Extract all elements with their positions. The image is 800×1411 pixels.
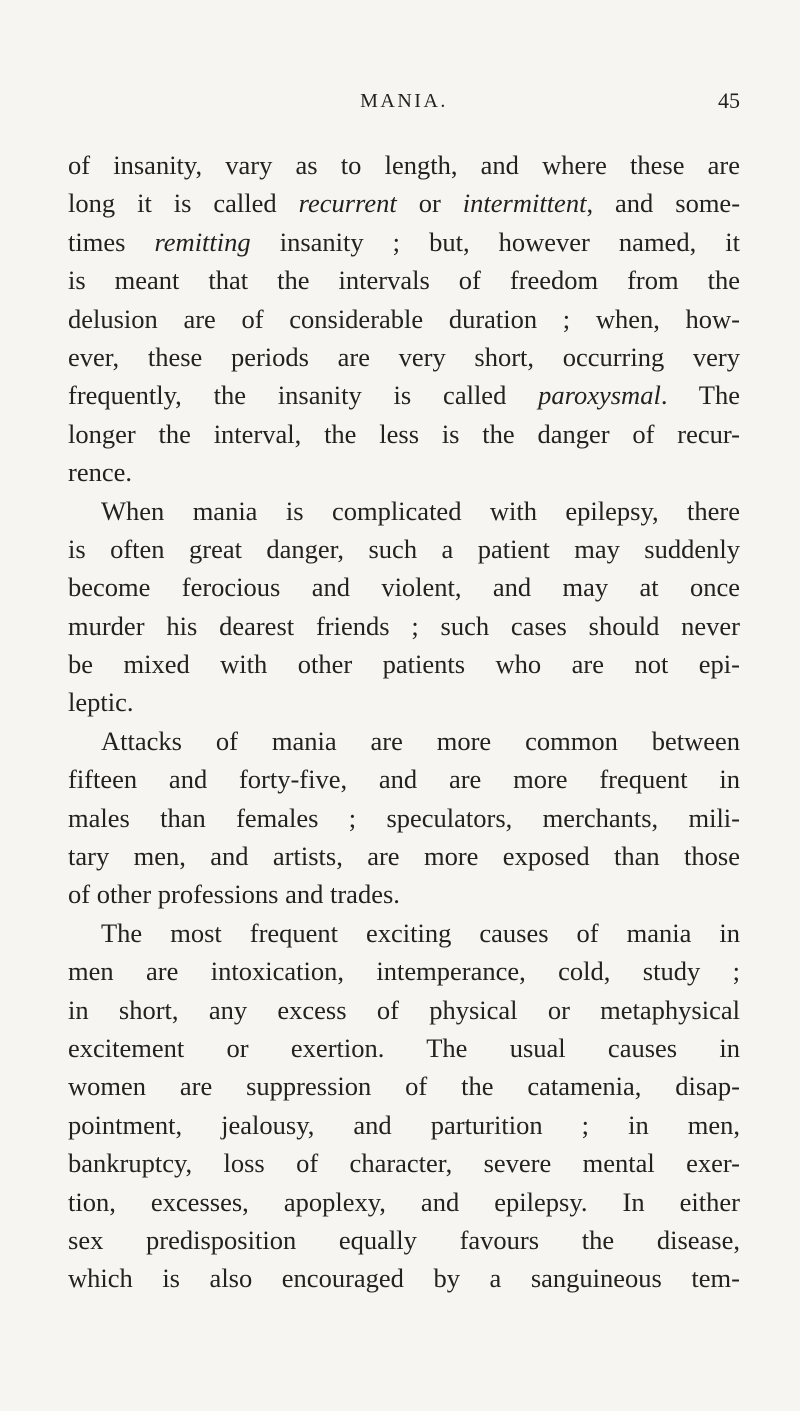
text-line: pointment, jealousy, and parturition ; in men, [68, 1109, 740, 1140]
body-text [68, 146, 740, 1298]
text-line: of insanity, vary as to length, and where these are [68, 150, 740, 180]
running-head [68, 86, 740, 116]
paragraph-first-line: When mania is complicated with epilepsy, there [101, 495, 740, 526]
text-line: long it is called recurrent or intermittent, and some- [68, 188, 741, 219]
text-line: tion, excesses, apoplexy, and epilepsy. In either [68, 1186, 740, 1217]
page-number: 45 [718, 88, 740, 113]
text-line: times remitting insanity ; but, however named, it [68, 226, 740, 257]
text-line: excitement or exertion. The usual causes in [68, 1032, 740, 1063]
text-line: delusion are of considerable duration ; when, how- [68, 303, 740, 334]
text-line: be mixed with other patients who are not epi- [68, 649, 740, 680]
text-line: tary men, and artists, are more exposed than those [68, 841, 740, 872]
running-head-title: MANIA. [360, 90, 448, 112]
text-line: of other professions and trades. [68, 879, 400, 910]
text-line: leptic. [68, 687, 134, 718]
text-line: fifteen and forty-five, and are more frequent in [68, 764, 740, 795]
text-line: longer the interval, the less is the danger of recur- [68, 418, 740, 449]
text-line: rence. [68, 457, 132, 488]
text-line: frequently, the insanity is called paroxysmal. The [68, 380, 740, 411]
text-line: women are suppression of the catamenia, disap- [68, 1071, 740, 1102]
text-line: is meant that the intervals of freedom from the [68, 265, 740, 296]
paragraph-first-line: The most frequent exciting causes of mania in [101, 917, 740, 948]
text-line: murder his dearest friends ; such cases should never [68, 610, 740, 641]
text-line: males than females ; speculators, merchants, mili- [68, 802, 740, 833]
text-line: is often great danger, such a patient may suddenly [68, 533, 740, 564]
text-line: which is also encouraged by a sanguineous tem- [68, 1263, 740, 1294]
text-line: men are intoxication, intemperance, cold, study ; [68, 956, 740, 987]
text-line: bankruptcy, loss of character, severe mental exer- [68, 1148, 740, 1179]
text-line: ever, these periods are very short, occurring very [68, 341, 740, 372]
text-line: in short, any excess of physical or metaphysical [68, 994, 740, 1025]
text-line: become ferocious and violent, and may at once [68, 572, 740, 603]
text-line: sex predisposition equally favours the disease, [68, 1224, 740, 1255]
paragraph-first-line: Attacks of mania are more common between [101, 725, 740, 756]
